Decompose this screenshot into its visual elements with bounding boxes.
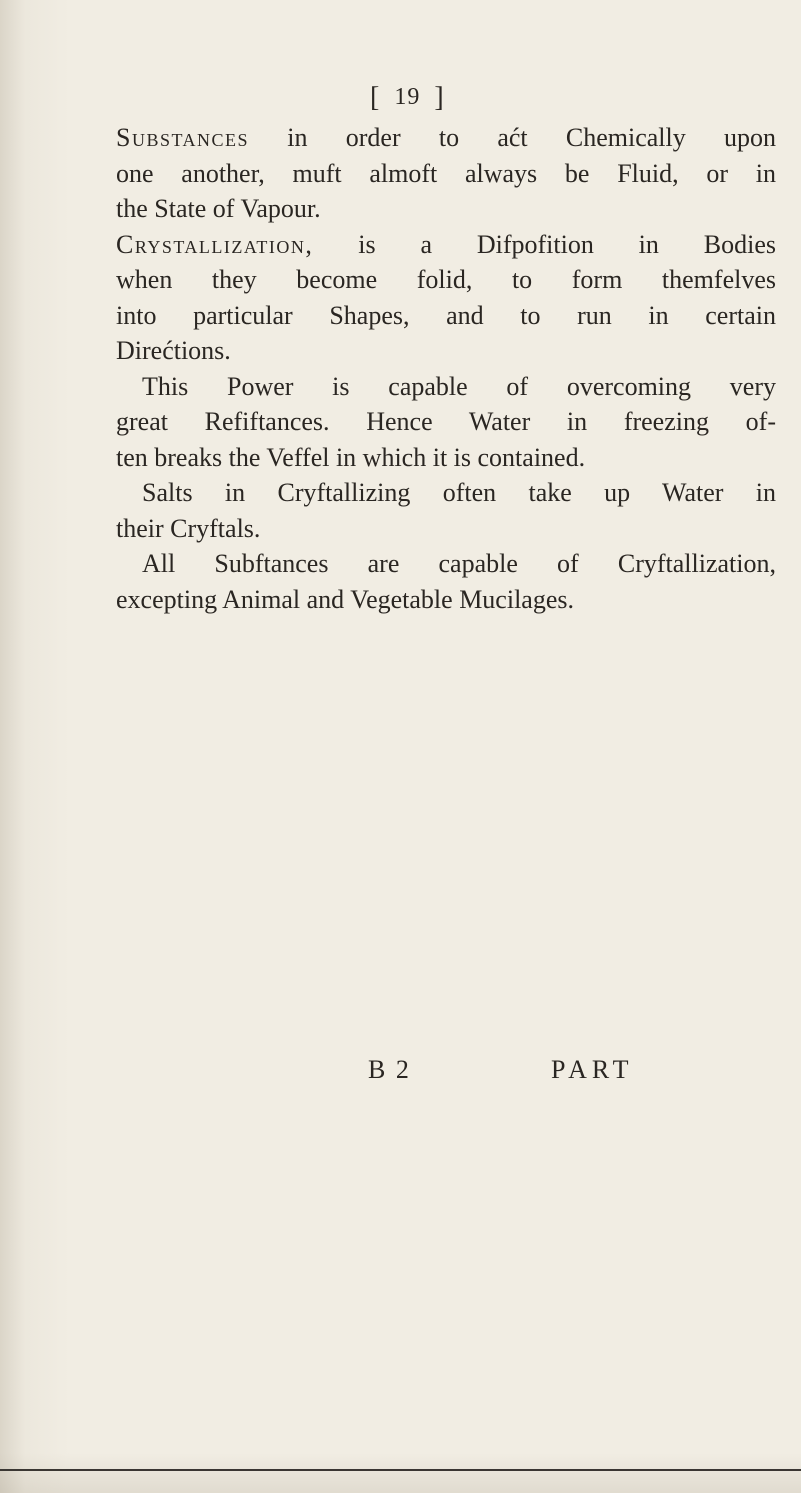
text-line: the State of Vapour. <box>116 194 321 223</box>
page-number: 19 <box>394 84 421 110</box>
signature-mark: B 2 <box>368 1055 411 1084</box>
bracket-open: [ <box>370 82 381 113</box>
text-line: ten breaks the Veffel in which it is contained. <box>116 442 586 472</box>
text-line: their Cryftals. <box>116 513 261 543</box>
text-line: Crystallization, is a Difpofition in Bodies <box>116 229 776 259</box>
paragraph-substances-all <box>116 546 776 617</box>
page-edge-divider <box>0 1469 801 1471</box>
body-text <box>116 120 776 617</box>
lead-word: Substances <box>116 123 250 152</box>
text-line: great Refiftances. Hence Water in freezing of- <box>116 407 776 436</box>
text-line: excepting Animal and Vegetable Mucilages. <box>116 584 574 614</box>
paragraph-crystallization <box>116 227 776 369</box>
paragraph-salts <box>116 475 776 546</box>
text-line: This Power is capable of overcoming very <box>142 371 776 401</box>
text-line: Direćtions. <box>116 336 231 365</box>
text-line: All Subftances are capable of Cryftallization, <box>142 549 776 578</box>
catchword: PART <box>551 1055 634 1084</box>
text-line: Salts in Cryftallizing often take up Water in <box>142 478 776 507</box>
text-line: when they become folid, to form themfelves <box>116 265 776 294</box>
text-line: one another, muft almoft always be Fluid, or in <box>116 158 776 188</box>
text-line: into particular Shapes, and to run in certain <box>116 300 776 330</box>
text-line: Substances in order to aćt Chemically upon <box>116 123 776 152</box>
bracket-close: ] <box>434 82 445 113</box>
paragraph-substances <box>116 120 776 227</box>
lead-word: Crystallization, <box>116 229 314 259</box>
paragraph-power <box>116 369 776 476</box>
running-head <box>370 82 445 114</box>
